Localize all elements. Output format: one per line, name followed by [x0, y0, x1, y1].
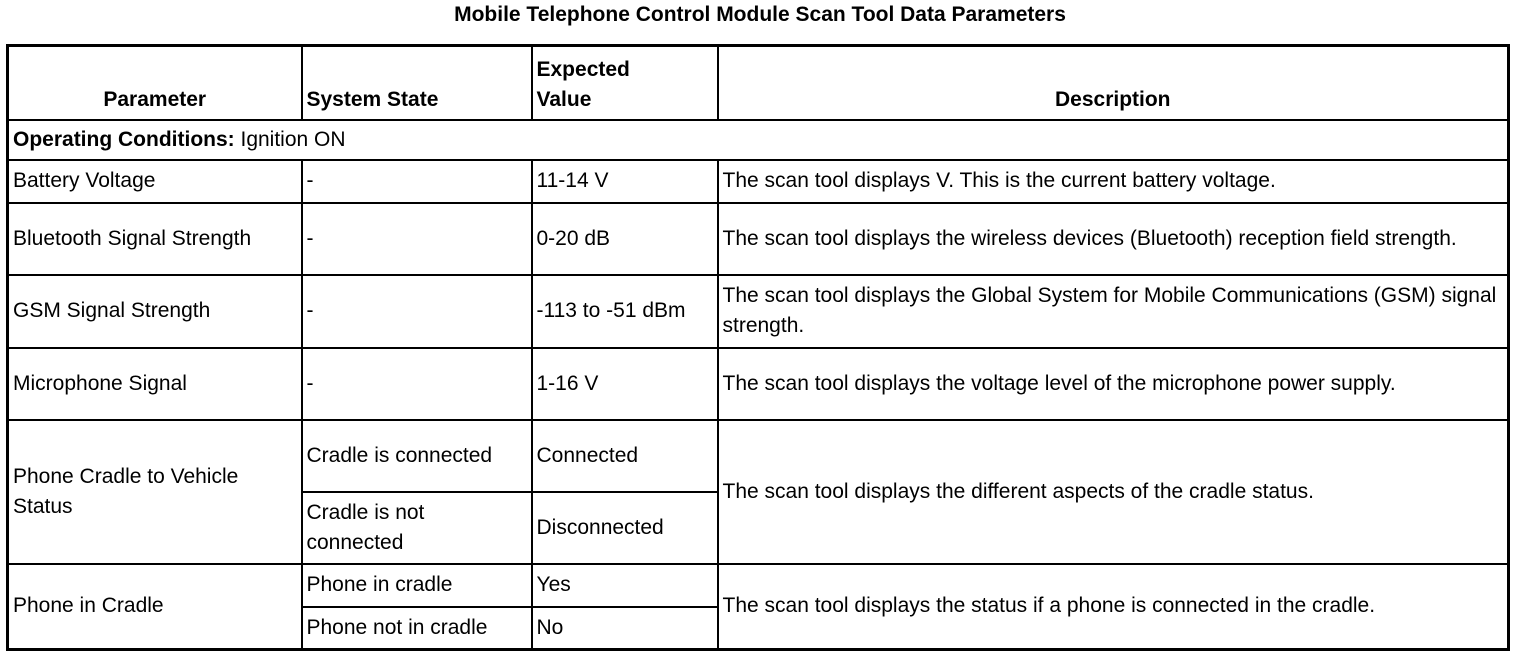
system-state-cell: Phone in cradle	[302, 564, 532, 607]
parameter-cell: GSM Signal Strength	[8, 275, 302, 348]
expected-value-cell: 1-16 V	[532, 348, 718, 420]
description-cell: The scan tool displays the wireless devices (Bluetooth) reception field strength.	[718, 203, 1509, 275]
header-description: Description	[718, 46, 1509, 120]
expected-value-cell: 11-14 V	[532, 160, 718, 203]
description-cell: The scan tool displays the Global System for Mobile Communications (GSM) signal strength.	[718, 275, 1509, 348]
expected-value-cell: Yes	[532, 564, 718, 607]
table-row	[8, 160, 1509, 203]
operating-conditions-label: Operating Conditions:	[13, 127, 235, 151]
table-row	[8, 564, 1509, 607]
parameter-cell: Battery Voltage	[8, 160, 302, 203]
table-row	[8, 203, 1509, 275]
description-cell: The scan tool displays the status if a phone is connected in the cradle.	[718, 564, 1509, 650]
header-expected-value	[532, 46, 718, 120]
description-cell: The scan tool displays the different aspects of the cradle status.	[718, 420, 1509, 564]
parameter-cell: Microphone Signal	[8, 348, 302, 420]
table-row	[8, 420, 1509, 492]
description-cell: The scan tool displays V. This is the current battery voltage.	[718, 160, 1509, 203]
header-expected-value-line1: Expected	[536, 57, 630, 81]
expected-value-cell: 0-20 dB	[532, 203, 718, 275]
system-state-cell: Cradle is connected	[302, 420, 532, 492]
expected-value-cell: No	[532, 607, 718, 650]
header-row	[8, 46, 1509, 120]
parameter-cell: Bluetooth Signal Strength	[8, 203, 302, 275]
header-system-state: System State	[302, 46, 532, 120]
page-title: Mobile Telephone Control Module Scan Tool Data Parameters	[454, 3, 1066, 26]
expected-value-cell: Disconnected	[532, 492, 718, 564]
operating-conditions-cell	[8, 120, 1509, 160]
system-state-cell: Phone not in cradle	[302, 607, 532, 650]
operating-conditions-row	[8, 120, 1509, 160]
system-state-cell: -	[302, 203, 532, 275]
expected-value-cell: Connected	[532, 420, 718, 492]
description-cell: The scan tool displays the voltage level of the microphone power supply.	[718, 348, 1509, 420]
system-state-cell: -	[302, 348, 532, 420]
header-parameter: Parameter	[8, 46, 302, 120]
system-state-cell: Cradle is not connected	[302, 492, 532, 564]
expected-value-cell: -113 to -51 dBm	[532, 275, 718, 348]
parameter-cell: Phone Cradle to Vehicle Status	[8, 420, 302, 564]
table-row	[8, 348, 1509, 420]
scan-tool-data-table	[6, 44, 1510, 651]
table-row	[8, 275, 1509, 348]
operating-conditions-value: Ignition ON	[234, 127, 346, 151]
parameter-cell: Phone in Cradle	[8, 564, 302, 650]
system-state-cell: -	[302, 275, 532, 348]
header-expected-value-line2: Value	[536, 87, 592, 111]
system-state-cell: -	[302, 160, 532, 203]
